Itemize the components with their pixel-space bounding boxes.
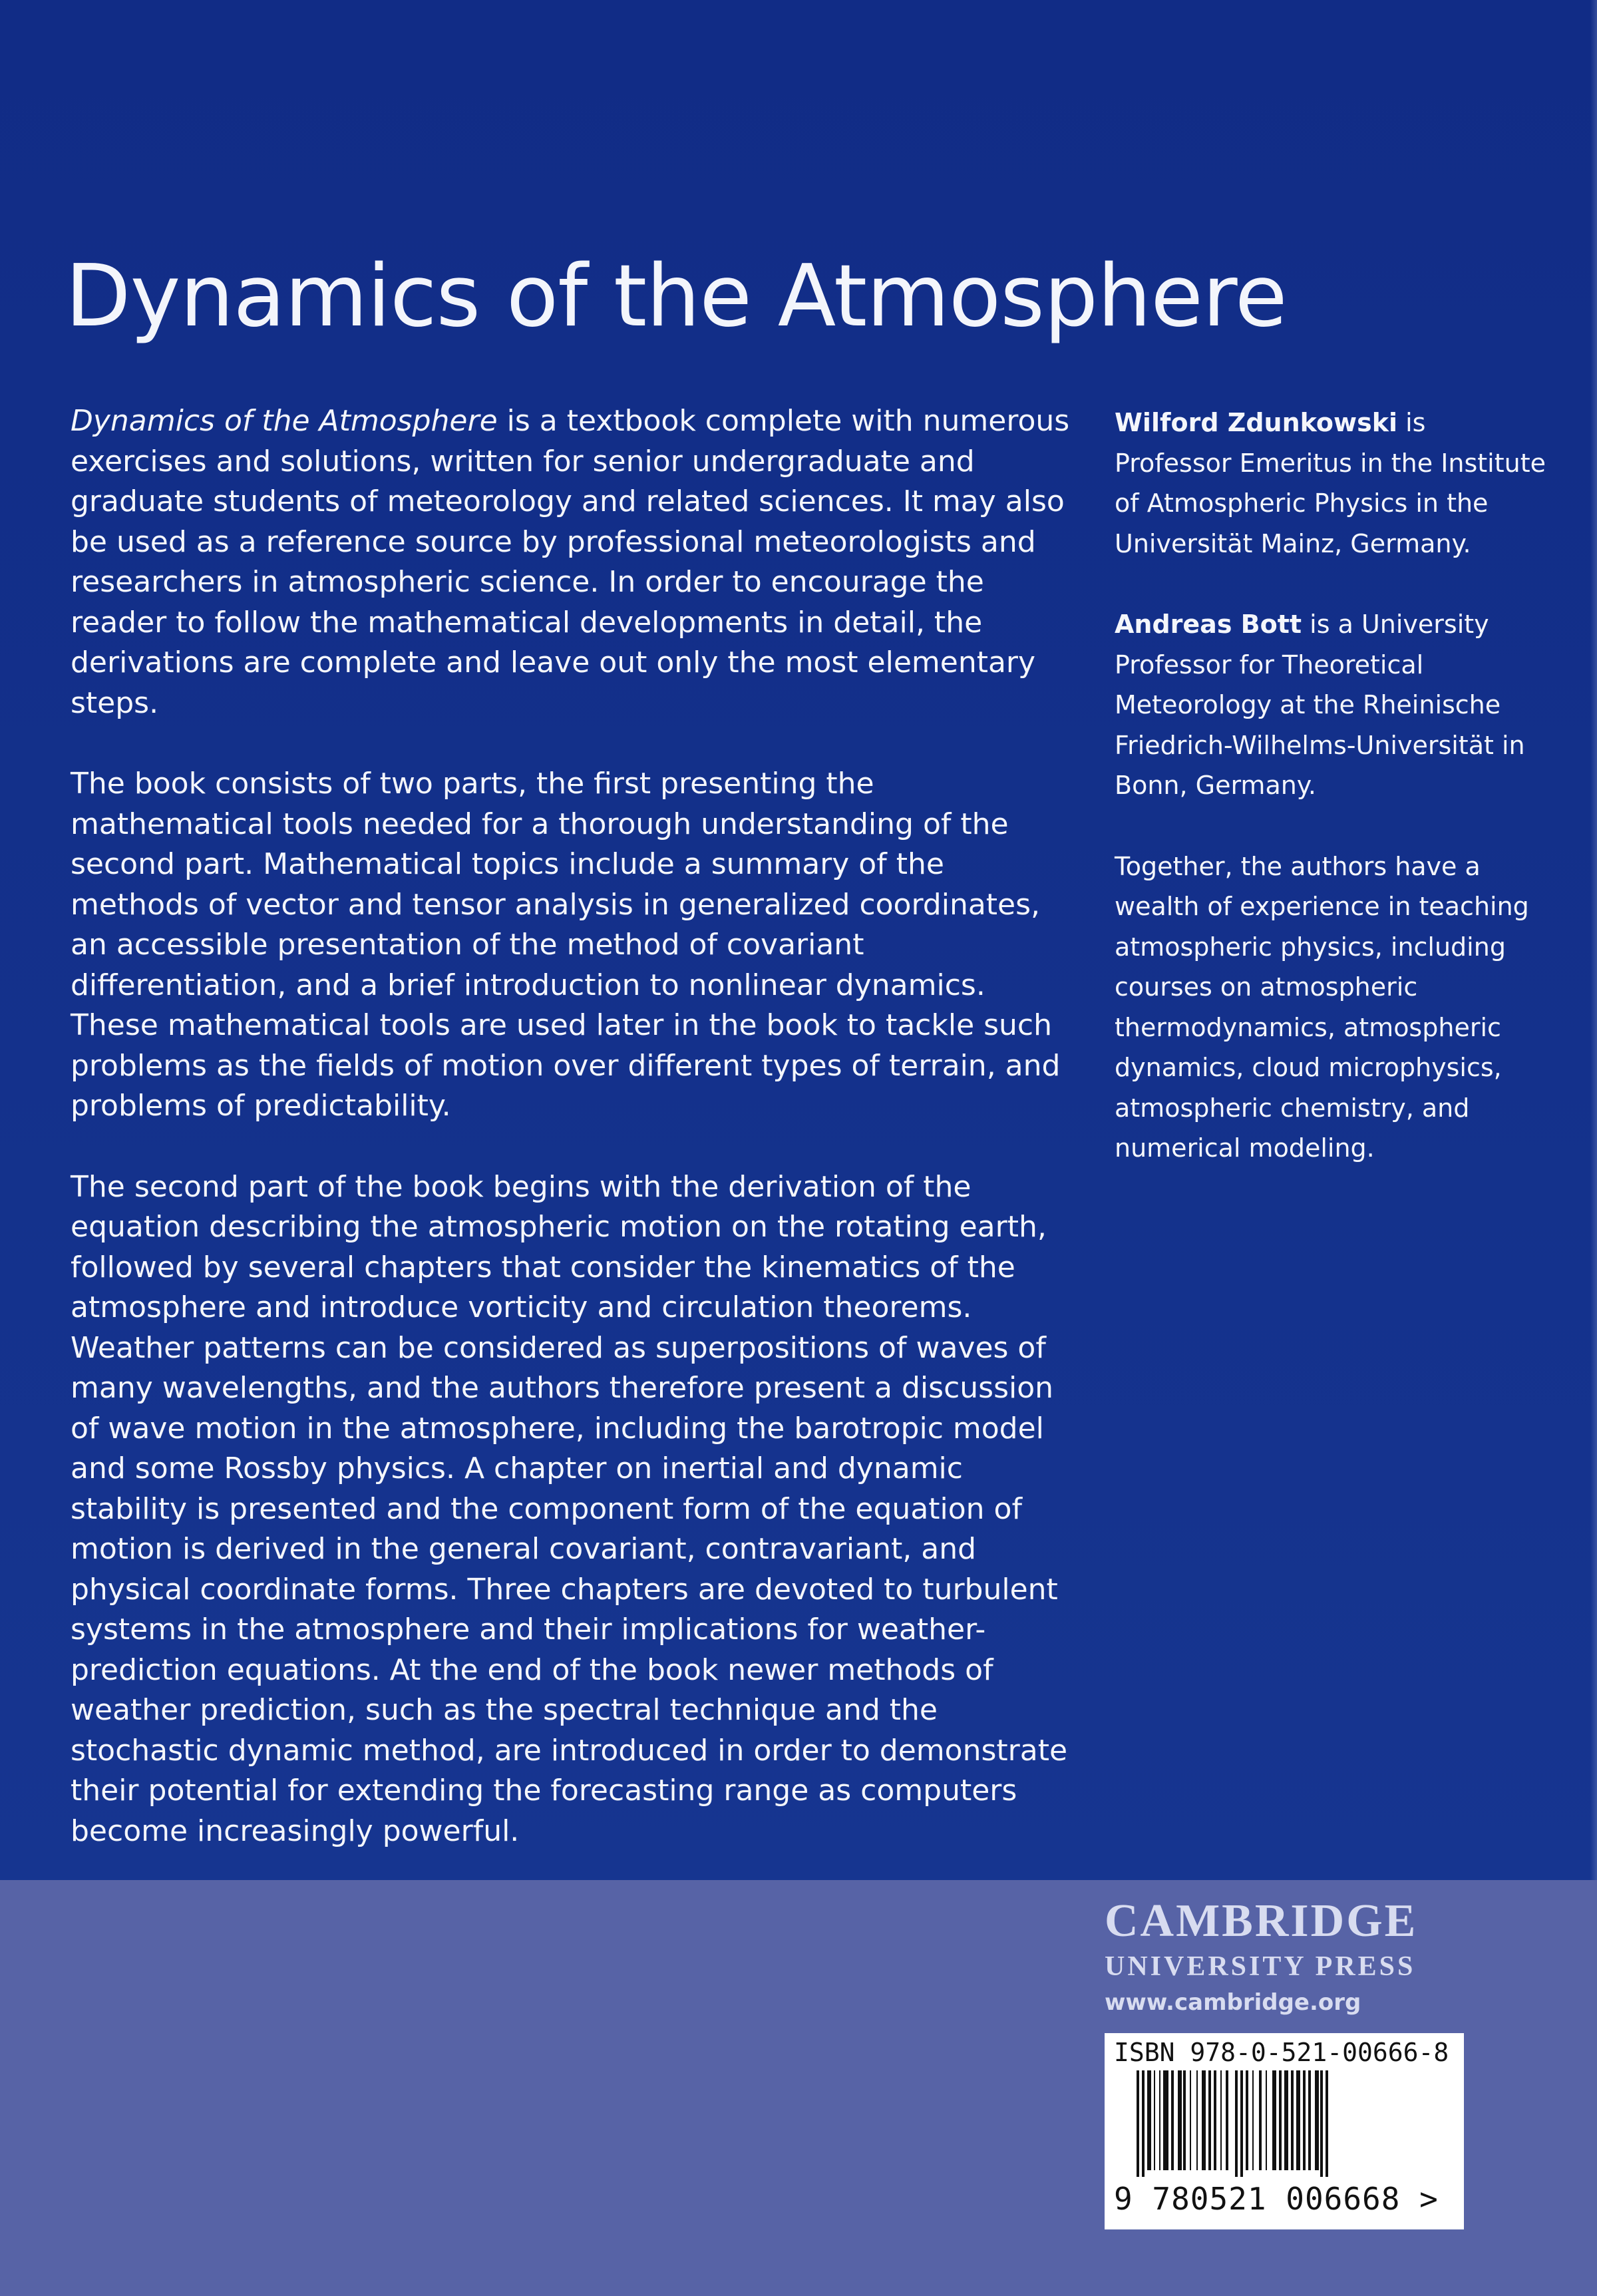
- barcode-bar: [1252, 2070, 1254, 2170]
- publisher-name: CAMBRIDGE: [1105, 1895, 1418, 1947]
- barcode-bar: [1320, 2070, 1323, 2177]
- author-name-1: Wilford Zdunkowski: [1115, 408, 1398, 437]
- barcode-bar: [1291, 2070, 1294, 2170]
- barcode-bar: [1196, 2070, 1198, 2170]
- barcode-digits: 9 780521 006668 >: [1114, 2181, 1439, 2217]
- barcode-bar: [1220, 2070, 1222, 2170]
- publisher-url: www.cambridge.org: [1105, 1989, 1361, 2016]
- barcode-bar: [1326, 2070, 1328, 2177]
- barcode-bar: [1214, 2070, 1216, 2170]
- barcode-bars: [1137, 2070, 1435, 2177]
- barcode-bar: [1259, 2070, 1262, 2170]
- publisher-subtitle: UNIVERSITY PRESS: [1105, 1951, 1416, 1982]
- barcode-bar: [1272, 2070, 1276, 2170]
- publisher-block: [1105, 1895, 1464, 2016]
- author-text-1: is Professor Emeritus in the Institute of Atmospheric Physics in the Universität Mainz, Germany.: [1115, 408, 1546, 558]
- author-bio-2: [1115, 604, 1547, 806]
- description-paragraph-2: The book consists of two parts, the first presenting the mathematical tools needed for a thorough understanding of the second part. Mathematical topics include a summary of the methods of vector and tensor analysis in generalized coordinates, an accessible presentation of the method of covariant differentiation, and a brief introduction to nonlinear dynamics. These mathematical tools are used later in the book to tackle such problems as the fields of motion over different types of terrain, and problems of predictability.: [71, 767, 1061, 1123]
- barcode-bar: [1178, 2070, 1182, 2170]
- description-lead-title: Dynamics of the Atmosphere: [71, 404, 498, 438]
- barcode-bar: [1154, 2070, 1155, 2170]
- barcode-bar: [1266, 2070, 1267, 2170]
- barcode-bar: [1202, 2070, 1206, 2170]
- barcode-bar: [1183, 2070, 1186, 2170]
- authors-column: [1115, 403, 1547, 1209]
- barcode-bar: [1226, 2070, 1228, 2170]
- book-title: Dynamics of the Atmosphere: [65, 247, 1287, 346]
- barcode-bar: [1171, 2070, 1174, 2170]
- authors-together-text: Together, the authors have a wealth of experience in teaching atmospheric physics, including courses on atmospheric thermodynamics, atmospheric dynamics, cloud microphysics, atmospheric chemistry, and numerical modeling.: [1115, 851, 1529, 1163]
- description-paragraph-1: [71, 401, 1072, 723]
- barcode-block: [1105, 2033, 1464, 2229]
- isbn-label: ISBN 978-0-521-00666-8: [1114, 2038, 1449, 2067]
- barcode-bar: [1246, 2070, 1248, 2170]
- barcode-bar: [1308, 2070, 1311, 2170]
- barcode-bar: [1159, 2070, 1160, 2170]
- barcode-bar: [1284, 2070, 1288, 2170]
- author-text-2: is a University Professor for Theoretical Meteorology at the Rheinische Friedrich-Wilhelms-Universität in Bonn, Germany.: [1115, 610, 1525, 800]
- author-bio-1: [1115, 403, 1547, 564]
- description-column: [71, 401, 1072, 1892]
- barcode-bar: [1315, 2070, 1319, 2170]
- description-lead-text: is a textbook complete with numerous exercises and solutions, written for senior undergraduate and graduate students of meteorology and related sciences. It may also be used as a reference source by professional meteorologists and researchers in atmospheric science. In order to encourage the reader to follow the mathematical developments in detail, the derivations are complete and leave out only the most elementary steps.: [71, 404, 1070, 720]
- barcode-bar: [1235, 2070, 1238, 2177]
- barcode-bar: [1190, 2070, 1191, 2170]
- author-name-2: Andreas Bott: [1115, 610, 1302, 639]
- barcode-bar: [1142, 2070, 1145, 2177]
- barcode-bar: [1296, 2070, 1300, 2170]
- description-paragraph-3: The second part of the book begins with the derivation of the equation describing the atmospheric motion on the rotating earth, followed by several chapters that consider the kinematics of the atmosphere and introduce vorticity and circulation theorems. Weather patterns can be considered as superpositions of waves of many wavelengths, and the authors therefore present a discussion of wave motion in the atmosphere, including the barotropic model and some Rossby physics. A chapter on inertial and dynamic stability is presented and the component form of the equation of motion is derived in the general covariant, contravariant, and physical coordinate forms. Three chapters are devoted to turbulent systems in the atmosphere and their implications for weather-prediction equations. At the end of the book newer methods of weather prediction, such as the spectral technique and the stochastic dynamic method, are introduced in order to demonstrate their potential for extending the forecasting range as computers become increasingly powerful.: [71, 1169, 1068, 1848]
- barcode-bar: [1240, 2070, 1243, 2177]
- cover-edge-highlight: [1590, 0, 1597, 1880]
- barcode-bar: [1137, 2070, 1139, 2177]
- barcode-bar: [1147, 2070, 1151, 2170]
- barcode-bar: [1279, 2070, 1282, 2170]
- barcode-bar: [1208, 2070, 1211, 2170]
- barcode-bar: [1303, 2070, 1306, 2170]
- barcode-bar: [1163, 2070, 1168, 2170]
